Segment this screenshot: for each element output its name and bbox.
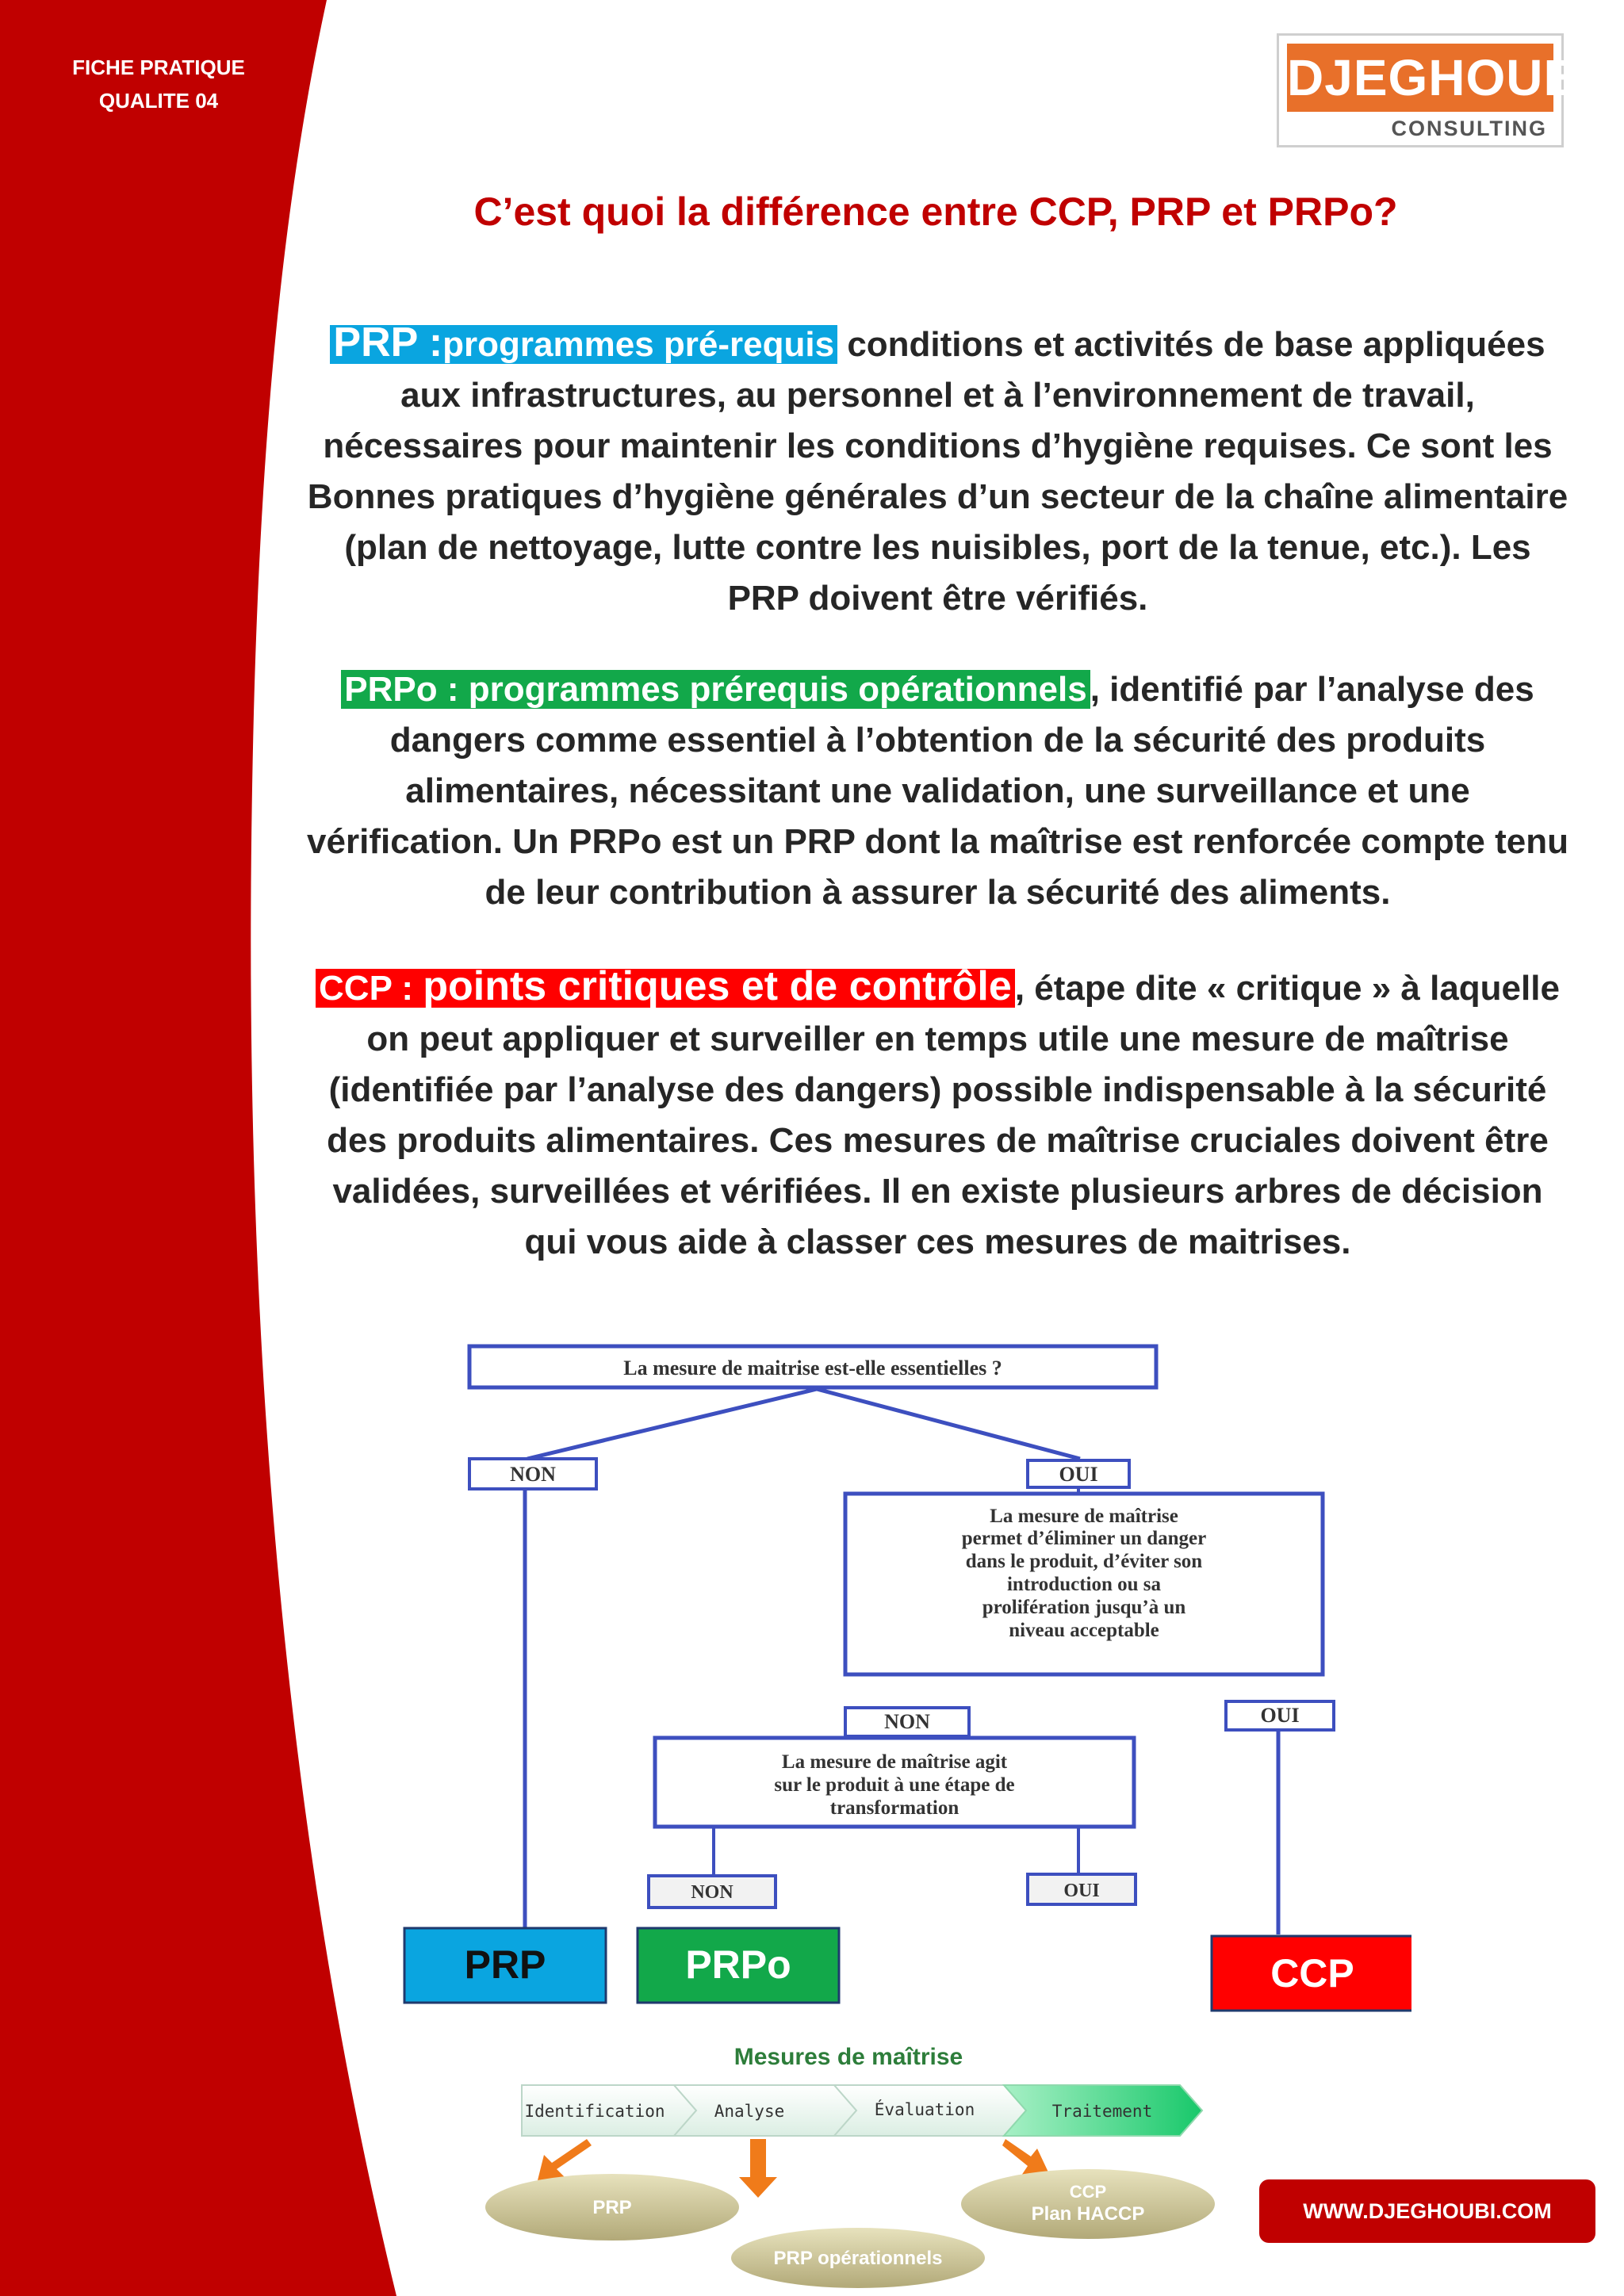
q2-line2: permet d’éliminer un danger: [961, 1528, 1207, 1549]
step-analyse: Analyse: [714, 2102, 785, 2121]
logo-sub: CONSULTING: [1391, 117, 1547, 140]
page-title: C’est quoi la différence entre CCP, PRP et PRPo?: [473, 189, 1398, 234]
mesures-title: Mesures de maîtrise: [733, 2044, 963, 2070]
fiche-line2: QUALITE 04: [98, 89, 219, 113]
ccp-paragraph: [305, 961, 1570, 1268]
result-prp-text: PRP: [464, 1942, 546, 1987]
ccp-label-short: CCP :: [319, 969, 423, 1008]
arrow-to-ccp: [1002, 2139, 1050, 2175]
website-link[interactable]: WWW.DJEGHOUBI.COM: [1259, 2179, 1595, 2243]
ccp-label-long: points critiques et de contrôle: [423, 963, 1012, 1009]
q2-oui-text: OUI: [1260, 1704, 1300, 1727]
q3-line1: La mesure de maîtrise agit: [781, 1751, 1008, 1773]
prpo-text: , identifié par l’analyse des dangers comme essentiel à l’obtention de la sécurité des produits alimentaires, nécessitant une validation, une surveillance et une vérification. Un PRPo est un PRP dont la maîtrise est renforcée compte tenu de leur contribution à assurer la sécurité des aliments.: [307, 670, 1568, 912]
q1-oui-text: OUI: [1059, 1463, 1098, 1486]
mesures-diagram: [476, 2030, 1237, 2291]
prp-label-long: programmes pré-requis: [442, 325, 835, 364]
fiche-label: [48, 51, 270, 117]
q2-line5: prolifération jusqu’à un: [982, 1597, 1186, 1618]
result-ccp-text: CCP: [1270, 1951, 1354, 1996]
bubble-prpo-text: PRP opérationnels: [773, 2248, 943, 2269]
ccp-highlight: [316, 963, 1015, 1009]
step-traitement: Traitement: [1051, 2102, 1153, 2121]
q3-line2: sur le produit à une étape de: [774, 1774, 1015, 1796]
q2-line6: niveau acceptable: [1009, 1620, 1159, 1641]
step-evaluation: Évaluation: [874, 2100, 975, 2119]
q1-line-right: [817, 1389, 1080, 1459]
prp-paragraph: [305, 317, 1570, 624]
prpo-paragraph: [305, 664, 1570, 918]
prp-text: conditions et activités de base appliquées aux infrastructures, au personnel et à l’environnement de travail, nécessaires pour maintenir les conditions d’hygiène requises. Ce sont les Bonnes pratiques d’hygiène générales d’un secteur de la chaîne alimentaire (plan de nettoyage, lutte contre les nuisibles, port de la tenue, etc.). Les PRP doivent être vérifiés.: [307, 325, 1568, 618]
arrow-to-prp: [538, 2139, 592, 2180]
bubble-ccp-text-2: Plan HACCP: [1031, 2203, 1145, 2225]
q1-non-text: NON: [510, 1463, 556, 1486]
q3-line3: transformation: [829, 1797, 959, 1819]
ccp-text: , étape dite « critique » à laquelle on peut appliquer et surveiller en temps utile une mesure de maîtrise (identifiée par l’analyse des dangers) possible indispensable à la sécurité des produits alimentaires. Ces mesures de maîtrise cruciales doivent être validées, surveillées et vérifiées. Il en existe plusieurs arbres de décision qui vous aide à classer ces mesures de maitrises.: [327, 969, 1560, 1261]
q1-text: La mesure de maitrise est-elle essentielles ?: [623, 1357, 1002, 1380]
prp-highlight: [330, 320, 837, 365]
q3-oui-text: OUI: [1063, 1881, 1100, 1901]
q3-non-text: NON: [691, 1882, 733, 1903]
q2-non-text: NON: [884, 1710, 930, 1733]
bubble-ccp-text-1: CCP: [1069, 2182, 1107, 2202]
q1-line-left: [527, 1389, 817, 1459]
decision-tree: [396, 1332, 1411, 2045]
arrow-to-prpo: [739, 2139, 777, 2198]
prpo-label: PRPo : programmes prérequis opérationnels: [341, 670, 1090, 709]
prp-label-short: PRP :: [333, 320, 443, 365]
bubble-prp-text: PRP: [592, 2197, 632, 2218]
step-identification: Identification: [524, 2102, 665, 2121]
fiche-line1: FICHE PRATIQUE: [72, 55, 245, 79]
logo-main: DJEGHOUBI: [1287, 44, 1553, 112]
q2-line4: introduction ou sa: [1006, 1574, 1162, 1595]
q2-line3: dans le produit, d’éviter son: [965, 1551, 1203, 1572]
result-prpo-text: PRPo: [685, 1942, 791, 1987]
q2-line1: La mesure de maîtrise: [990, 1506, 1178, 1527]
company-logo: [1277, 33, 1596, 147]
